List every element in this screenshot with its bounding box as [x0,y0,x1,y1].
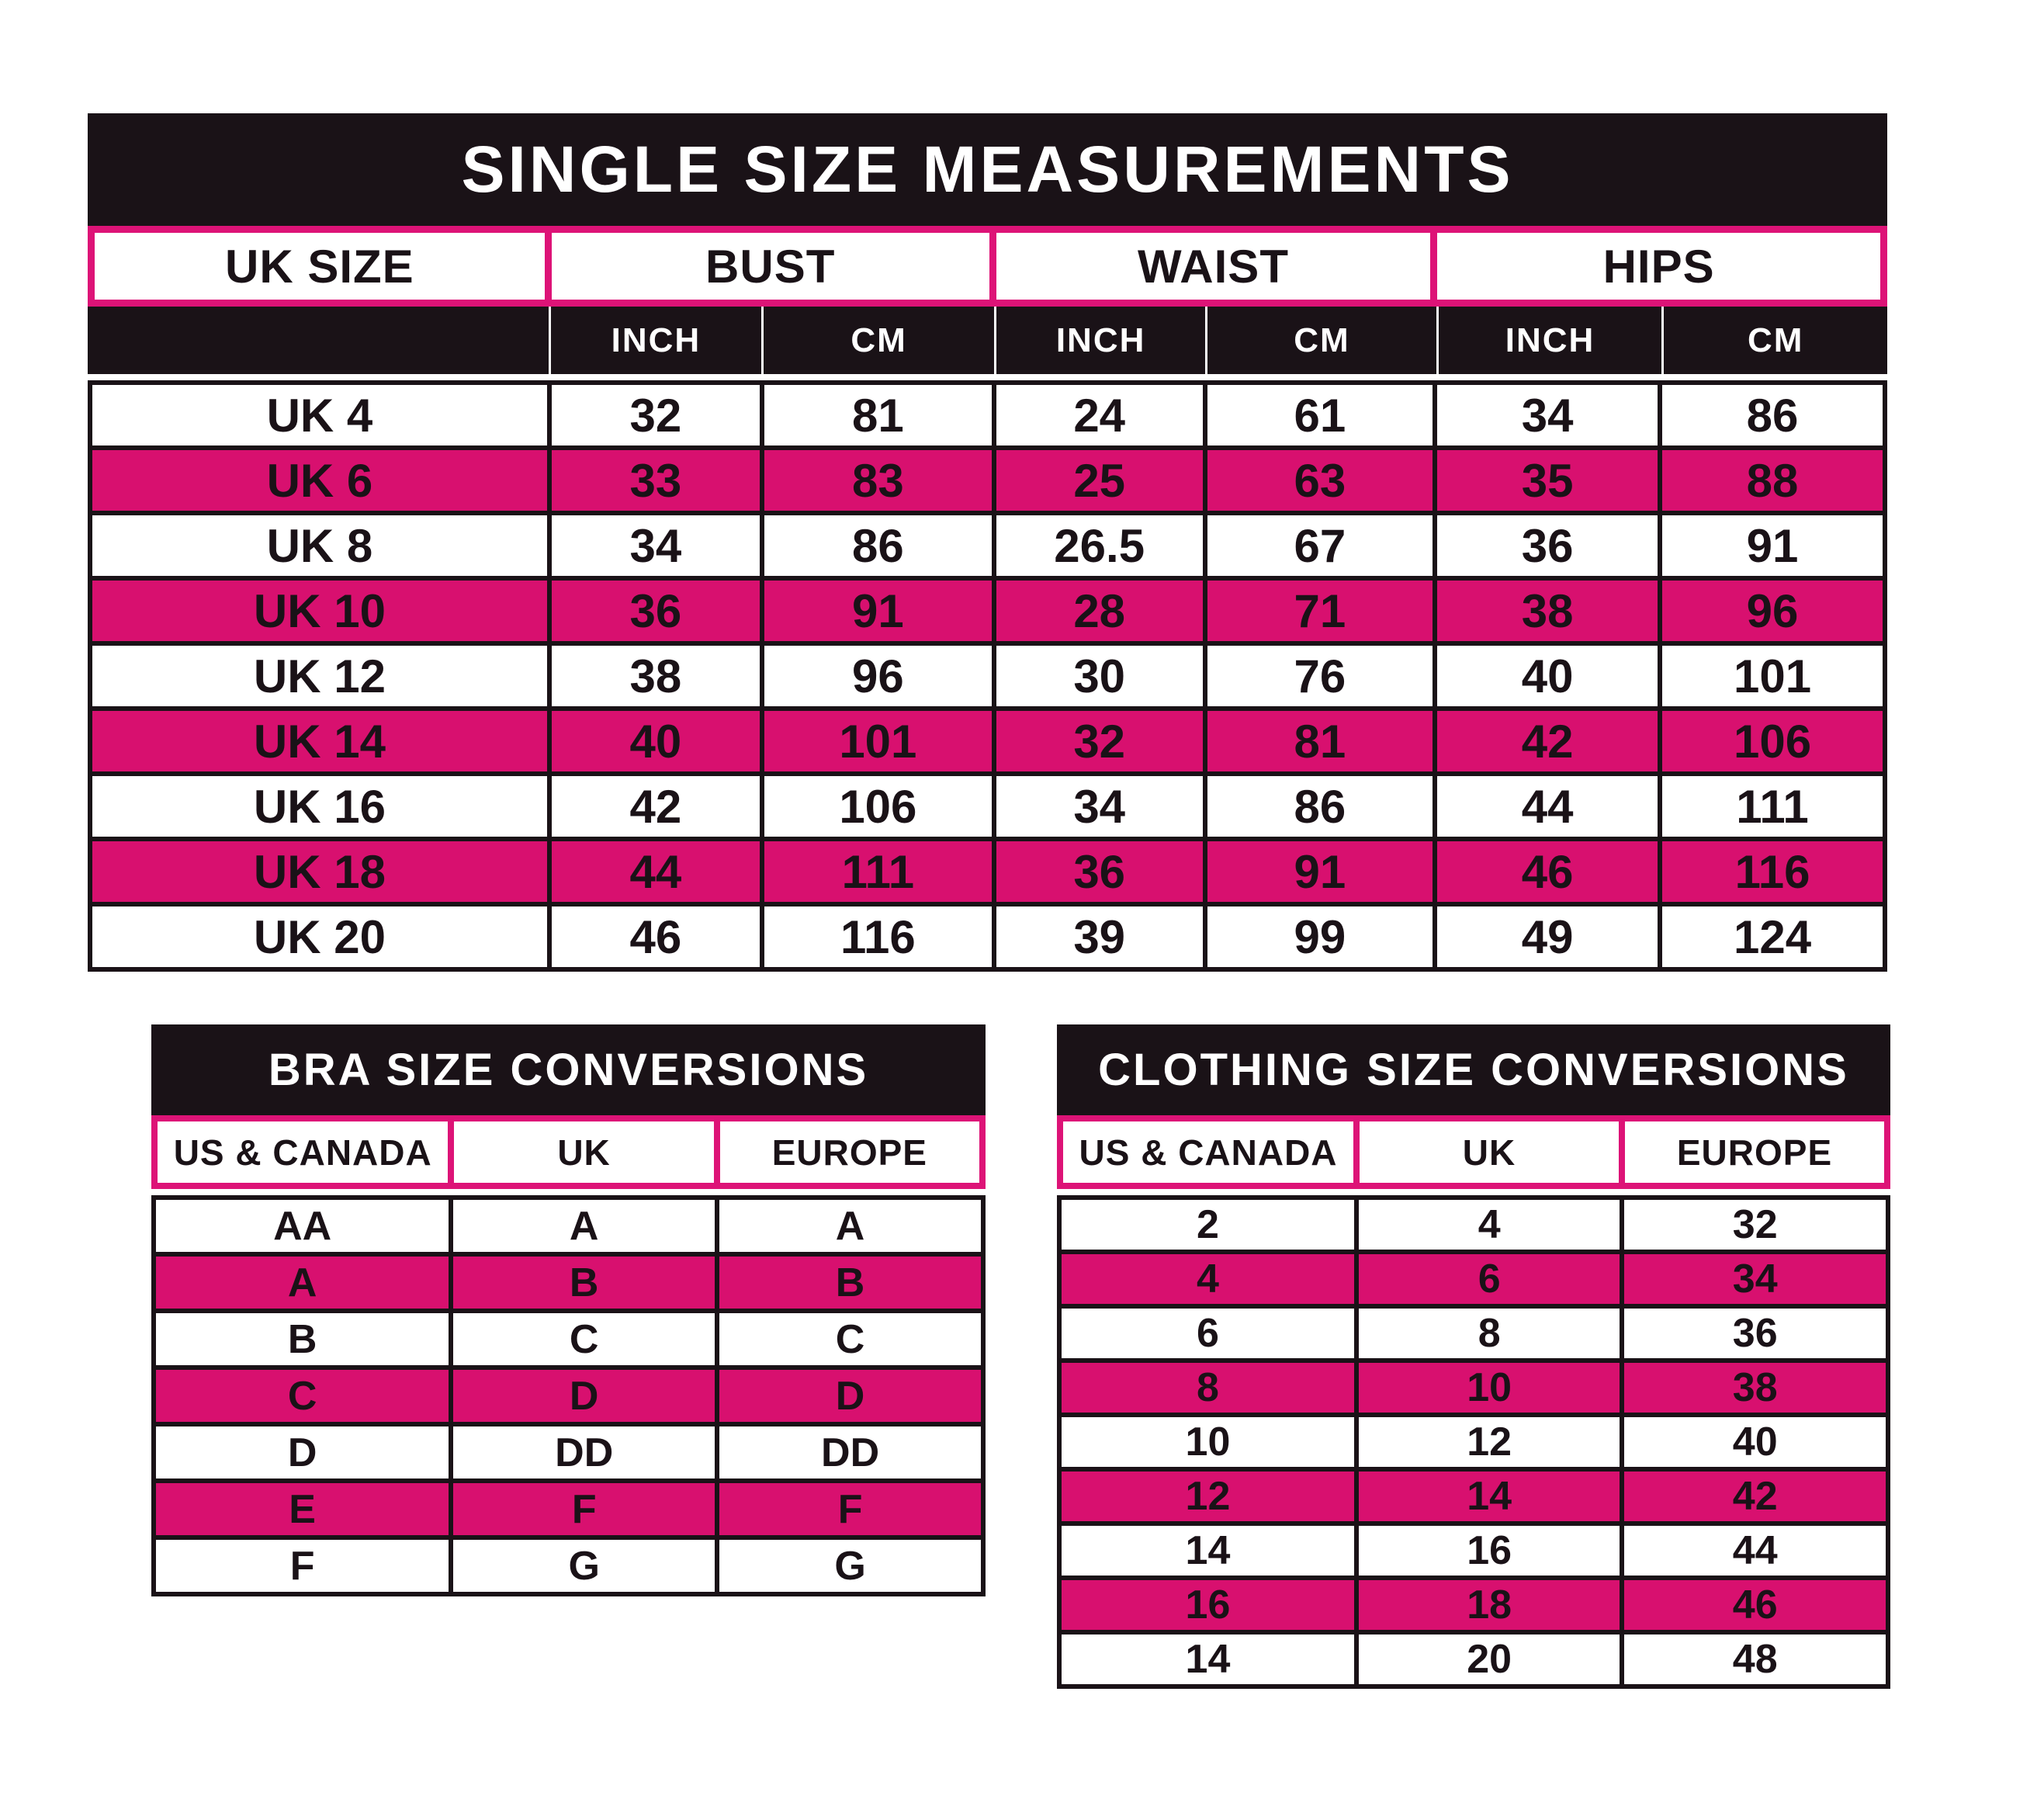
data-cell: 81 [764,385,992,445]
data-cell: 99 [1207,906,1433,967]
sub-header-inch-3: INCH [996,307,1205,374]
data-cell: 86 [1662,385,1883,445]
data-cell: 10 [1062,1417,1354,1467]
data-cell: DD [453,1426,715,1478]
row-label-uk-20: UK 20 [92,906,547,967]
single-size-column-group-header-row [88,226,1887,307]
sub-header-cm-2: CM [764,307,994,374]
data-cell: 63 [1207,450,1433,511]
clothing-title-band [1057,1024,1890,1115]
data-cell: 91 [764,581,992,641]
bra-data-rows [151,1195,986,1596]
single-size-measurements-table [88,113,1887,972]
data-cell: G [453,1540,715,1592]
data-cell: D [453,1370,715,1422]
data-cell: 36 [996,841,1203,902]
data-cell: 39 [996,906,1203,967]
data-cell: DD [719,1426,981,1478]
column-group-bust: BUST [552,233,989,300]
data-cell: G [719,1540,981,1592]
data-cell: 30 [996,646,1203,706]
data-cell: 101 [1662,646,1883,706]
column-header-europe: EUROPE [1625,1121,1884,1183]
data-cell: F [156,1540,449,1592]
data-cell: 88 [1662,450,1883,511]
data-cell: 24 [996,385,1203,445]
column-header-uk: UK [454,1121,713,1183]
row-label-uk-16: UK 16 [92,776,547,837]
data-cell: 4 [1062,1254,1354,1304]
data-cell: 67 [1207,515,1433,576]
data-cell: E [156,1483,449,1535]
data-cell: 33 [552,450,760,511]
data-cell: 46 [1437,841,1658,902]
data-cell: D [156,1426,449,1478]
data-cell: 42 [1624,1472,1886,1521]
data-cell: 34 [552,515,760,576]
data-cell: 10 [1359,1363,1620,1413]
data-cell: 61 [1207,385,1433,445]
data-cell: C [156,1370,449,1422]
data-cell: 106 [764,776,992,837]
data-cell: 18 [1359,1580,1620,1630]
clothing-data-rows [1057,1195,1890,1689]
data-cell: 81 [1207,711,1433,771]
data-cell: 16 [1062,1580,1354,1630]
data-cell: 42 [1437,711,1658,771]
column-header-uk: UK [1360,1121,1619,1183]
data-cell: D [719,1370,981,1422]
sub-header-inch-5: INCH [1439,307,1662,374]
data-cell: 2 [1062,1200,1354,1250]
sub-header-empty [88,307,549,374]
row-label-uk-12: UK 12 [92,646,547,706]
data-cell: 49 [1437,906,1658,967]
data-cell: 6 [1359,1254,1620,1304]
single-size-title-band [88,113,1887,226]
data-cell: 96 [1662,581,1883,641]
data-cell: C [453,1313,715,1365]
data-cell: A [453,1200,715,1252]
data-cell: 124 [1662,906,1883,967]
data-cell: 101 [764,711,992,771]
data-cell: B [156,1313,449,1365]
row-label-uk-4: UK 4 [92,385,547,445]
data-cell: 34 [996,776,1203,837]
data-cell: 32 [1624,1200,1886,1250]
data-cell: 46 [1624,1580,1886,1630]
column-group-waist: WAIST [996,233,1431,300]
data-cell: 12 [1359,1417,1620,1467]
data-cell: 36 [1624,1309,1886,1358]
data-cell: 14 [1062,1526,1354,1576]
data-cell: 14 [1359,1472,1620,1521]
single-size-title: SINGLE SIZE MEASUREMENTS [461,133,1514,206]
data-cell: 20 [1359,1634,1620,1684]
data-cell: 28 [996,581,1203,641]
row-label-uk-8: UK 8 [92,515,547,576]
data-cell: 91 [1207,841,1433,902]
data-cell: 116 [764,906,992,967]
data-cell: 40 [1437,646,1658,706]
data-cell: 16 [1359,1526,1620,1576]
data-cell: 25 [996,450,1203,511]
row-label-uk-10: UK 10 [92,581,547,641]
clothing-title: CLOTHING SIZE CONVERSIONS [1098,1045,1849,1095]
data-cell: 26.5 [996,515,1203,576]
data-cell: 4 [1359,1200,1620,1250]
column-group-hips: HIPS [1437,233,1880,300]
row-label-uk-6: UK 6 [92,450,547,511]
data-cell: 32 [552,385,760,445]
clothing-column-header-row [1057,1115,1890,1189]
data-cell: 48 [1624,1634,1886,1684]
column-group-uk-size: UK SIZE [95,233,545,300]
data-cell: 91 [1662,515,1883,576]
single-size-unit-subheader-row [88,307,1887,374]
data-cell: 86 [1207,776,1433,837]
single-size-data-rows [88,380,1887,972]
data-cell: B [453,1257,715,1309]
bra-column-header-row [151,1115,986,1189]
data-cell: B [719,1257,981,1309]
bra-size-conversions-table [151,1024,986,1596]
data-cell: 8 [1062,1363,1354,1413]
data-cell: 14 [1062,1634,1354,1684]
data-cell: 96 [764,646,992,706]
column-header-europe: EUROPE [720,1121,979,1183]
data-cell: A [719,1200,981,1252]
data-cell: 46 [552,906,760,967]
data-cell: F [453,1483,715,1535]
data-cell: 44 [1624,1526,1886,1576]
data-cell: 38 [552,646,760,706]
data-cell: F [719,1483,981,1535]
data-cell: 8 [1359,1309,1620,1358]
data-cell: 32 [996,711,1203,771]
column-header-us-canada: US & CANADA [158,1121,448,1183]
row-label-uk-14: UK 14 [92,711,547,771]
data-cell: 44 [1437,776,1658,837]
sub-header-inch-1: INCH [551,307,762,374]
data-cell: 76 [1207,646,1433,706]
data-cell: AA [156,1200,449,1252]
data-cell: 6 [1062,1309,1354,1358]
data-cell: 34 [1624,1254,1886,1304]
data-cell: 116 [1662,841,1883,902]
data-cell: 34 [1437,385,1658,445]
row-label-uk-18: UK 18 [92,841,547,902]
data-cell: 44 [552,841,760,902]
data-cell: 35 [1437,450,1658,511]
data-cell: 36 [552,581,760,641]
data-cell: A [156,1257,449,1309]
bra-title-band [151,1024,986,1115]
data-cell: 12 [1062,1472,1354,1521]
data-cell: 106 [1662,711,1883,771]
data-cell: 38 [1437,581,1658,641]
bra-title: BRA SIZE CONVERSIONS [268,1045,869,1095]
data-cell: 71 [1207,581,1433,641]
clothing-size-conversions-table [1057,1024,1890,1689]
data-cell: 40 [1624,1417,1886,1467]
data-cell: C [719,1313,981,1365]
sub-header-cm-6: CM [1664,307,1887,374]
data-cell: 111 [1662,776,1883,837]
data-cell: 111 [764,841,992,902]
data-cell: 86 [764,515,992,576]
data-cell: 42 [552,776,760,837]
column-header-us-canada: US & CANADA [1063,1121,1353,1183]
data-cell: 38 [1624,1363,1886,1413]
data-cell: 83 [764,450,992,511]
sub-header-cm-4: CM [1207,307,1436,374]
data-cell: 40 [552,711,760,771]
data-cell: 36 [1437,515,1658,576]
